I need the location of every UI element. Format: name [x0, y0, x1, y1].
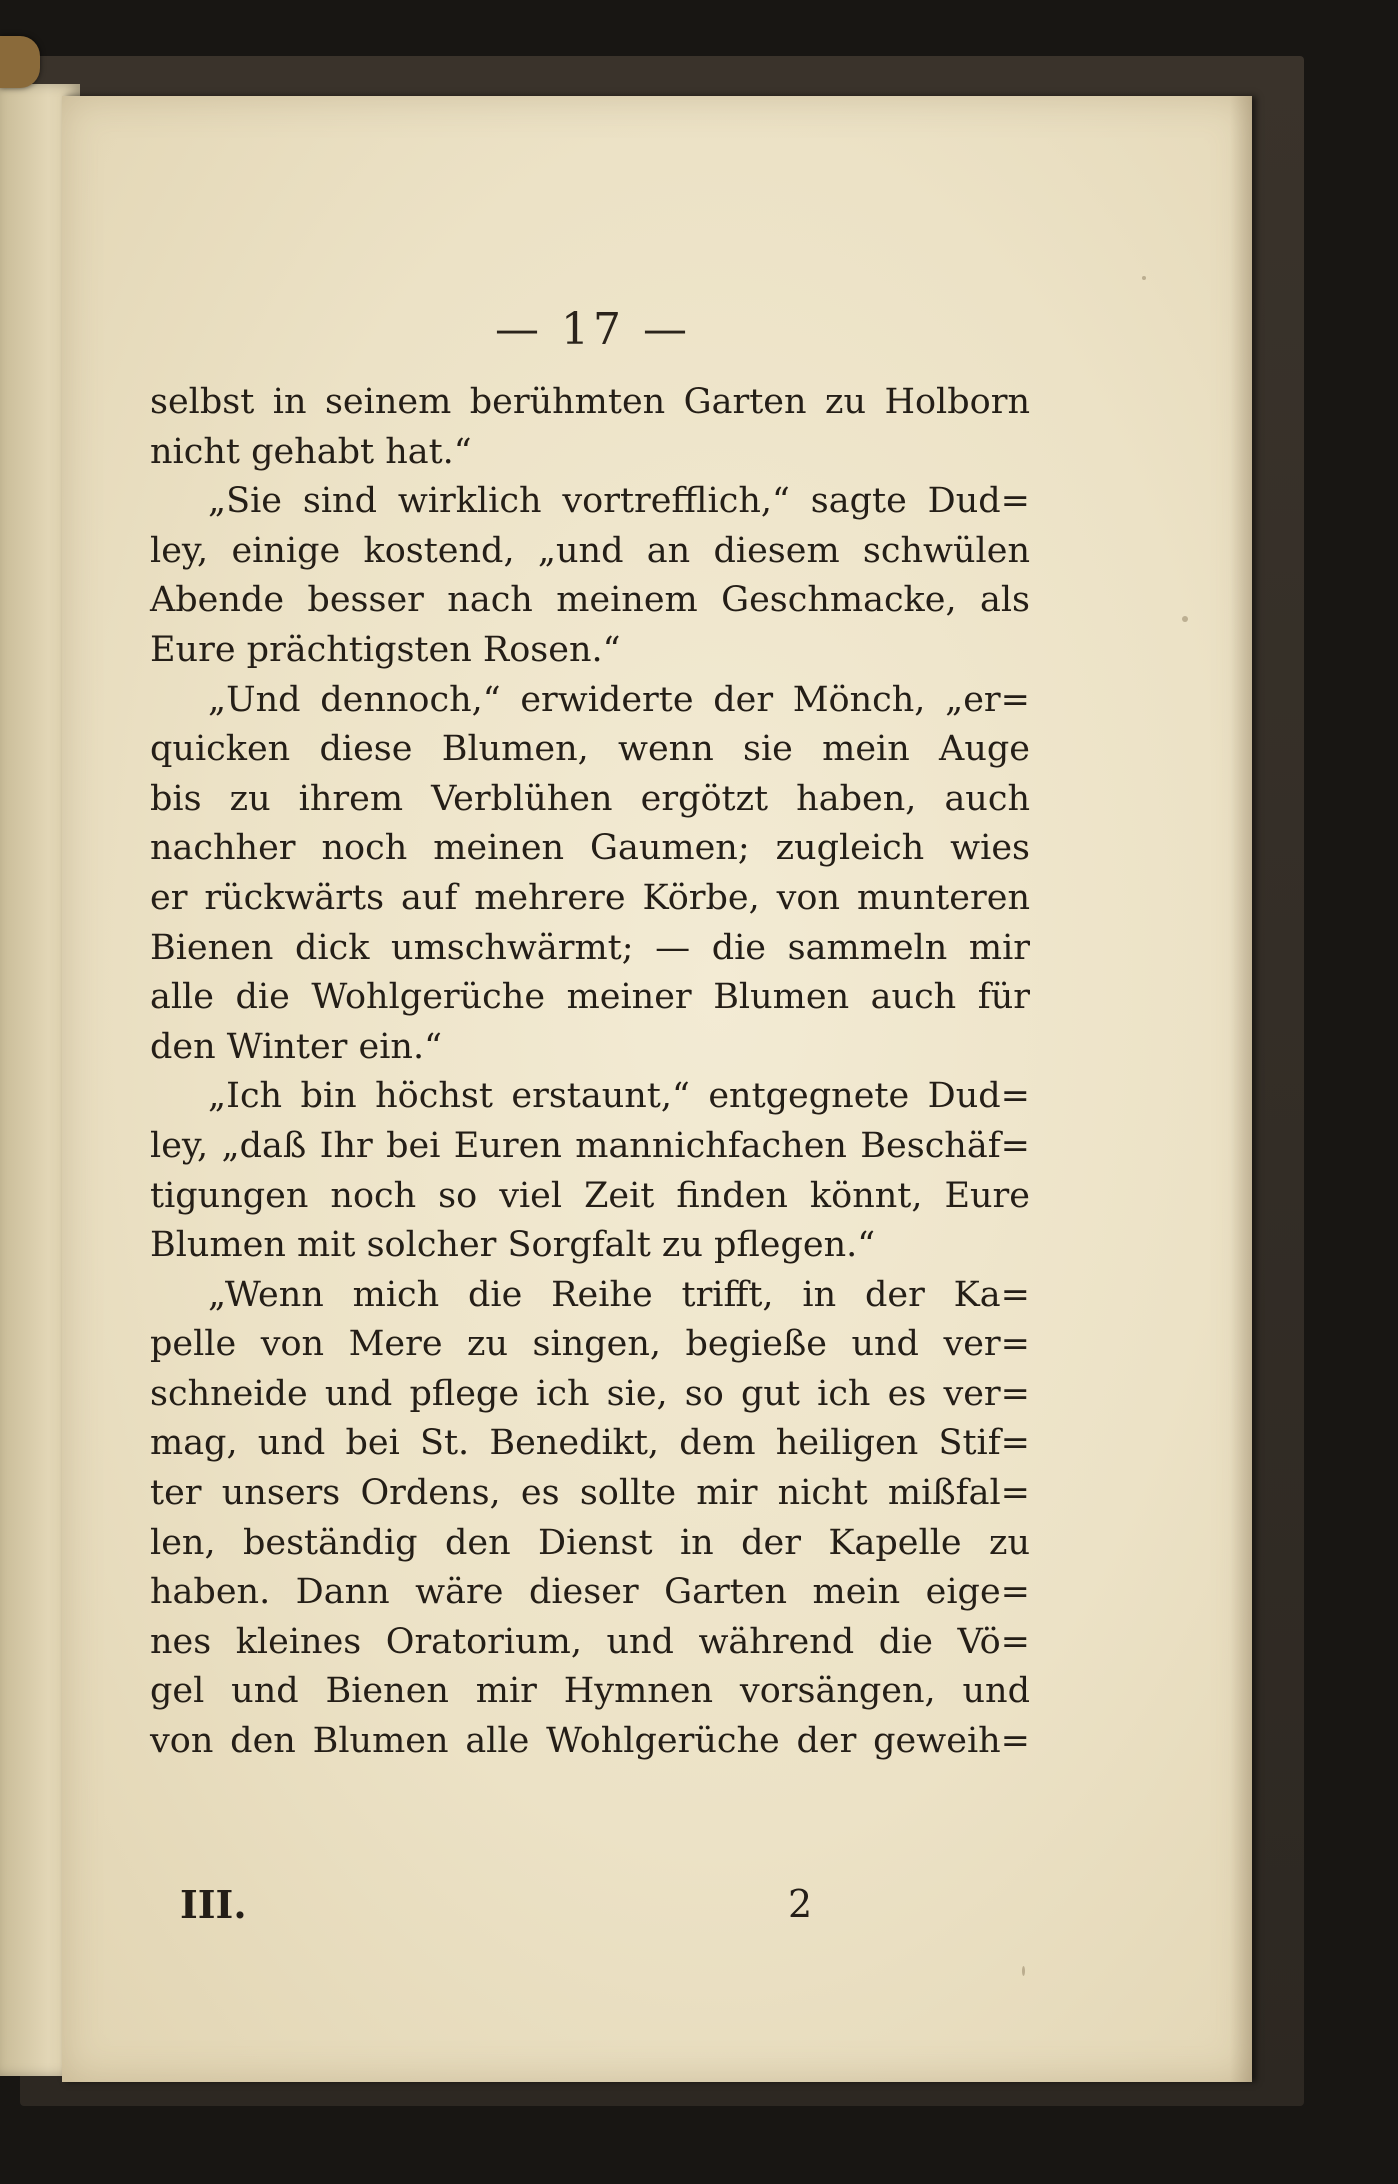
bookmark-ribbon [0, 36, 40, 88]
text-line: „Wenn mich die Reihe trifft, in der Ka= [208, 1274, 1030, 1315]
text-line: nes kleines Oratorium, und während die Vö= [150, 1621, 1030, 1662]
text-line: Abende besser nach meinem Geschmacke, als [150, 580, 1030, 621]
paper-speck [1182, 616, 1188, 622]
text-line: „Sie sind wirklich vortrefflich,“ sagte Dud= [208, 481, 1030, 522]
book-page [62, 96, 1252, 2082]
text-line: nachher noch meinen Gaumen; zugleich wies [150, 828, 1030, 869]
text-line: Eure prächtigsten Rosen.“ [150, 629, 621, 670]
text-line: gel und Bienen mir Hymnen vorsängen, und [150, 1671, 1030, 1712]
text-line: schneide und pflege ich sie, so gut ich es ver= [150, 1373, 1030, 1414]
text-line: alle die Wohlgerüche meiner Blumen auch für [150, 977, 1030, 1018]
text-line: den Winter ein.“ [150, 1026, 442, 1067]
text-line: selbst in seinem berühmten Garten zu Holborn [150, 382, 1030, 422]
volume-signature: III. [180, 1882, 247, 1927]
text-line: pelle von Mere zu singen, begieße und ver= [150, 1324, 1030, 1365]
paper-speck [1142, 276, 1146, 280]
text-line: ley, einige kostend, „und an diesem schwülen [150, 530, 1030, 571]
text-line: Blumen mit solcher Sorgfalt zu pflegen.“ [150, 1225, 876, 1266]
page-number: — 17 — [495, 304, 691, 355]
text-line: mag, und bei St. Benedikt, dem heiligen Stif= [150, 1423, 1030, 1464]
text-line: bis zu ihrem Verblühen ergötzt haben, auch [150, 778, 1030, 819]
text-line: Bienen dick umschwärmt; — die sammeln mir [150, 927, 1030, 968]
text-line: „Und dennoch,“ erwiderte der Mönch, „er= [208, 679, 1030, 720]
text-line: haben. Dann wäre dieser Garten mein eige= [150, 1572, 1030, 1613]
text-line: von den Blumen alle Wohlgerüche der geweih= [150, 1721, 1030, 1762]
text-line: len, beständig den Dienst in der Kapelle zu [150, 1522, 1030, 1563]
text-line: quicken diese Blumen, wenn sie mein Auge [150, 729, 1030, 770]
text-line: tigungen noch so viel Zeit finden könnt, Eure [150, 1175, 1030, 1216]
sheet-signature: 2 [788, 1882, 813, 1926]
text-line: ley, „daß Ihr bei Euren mannichfachen Beschäf= [150, 1125, 1030, 1166]
body-text [150, 378, 1030, 1767]
text-line: „Ich bin höchst erstaunt,“ entgegnete Dud= [208, 1076, 1030, 1117]
paper-speck [1022, 1966, 1025, 1976]
text-line: nicht gehabt hat.“ [150, 431, 472, 472]
text-line: ter unsers Ordens, es sollte mir nicht mißfal= [150, 1473, 1030, 1514]
text-line: er rückwärts auf mehrere Körbe, von munteren [150, 877, 1030, 918]
